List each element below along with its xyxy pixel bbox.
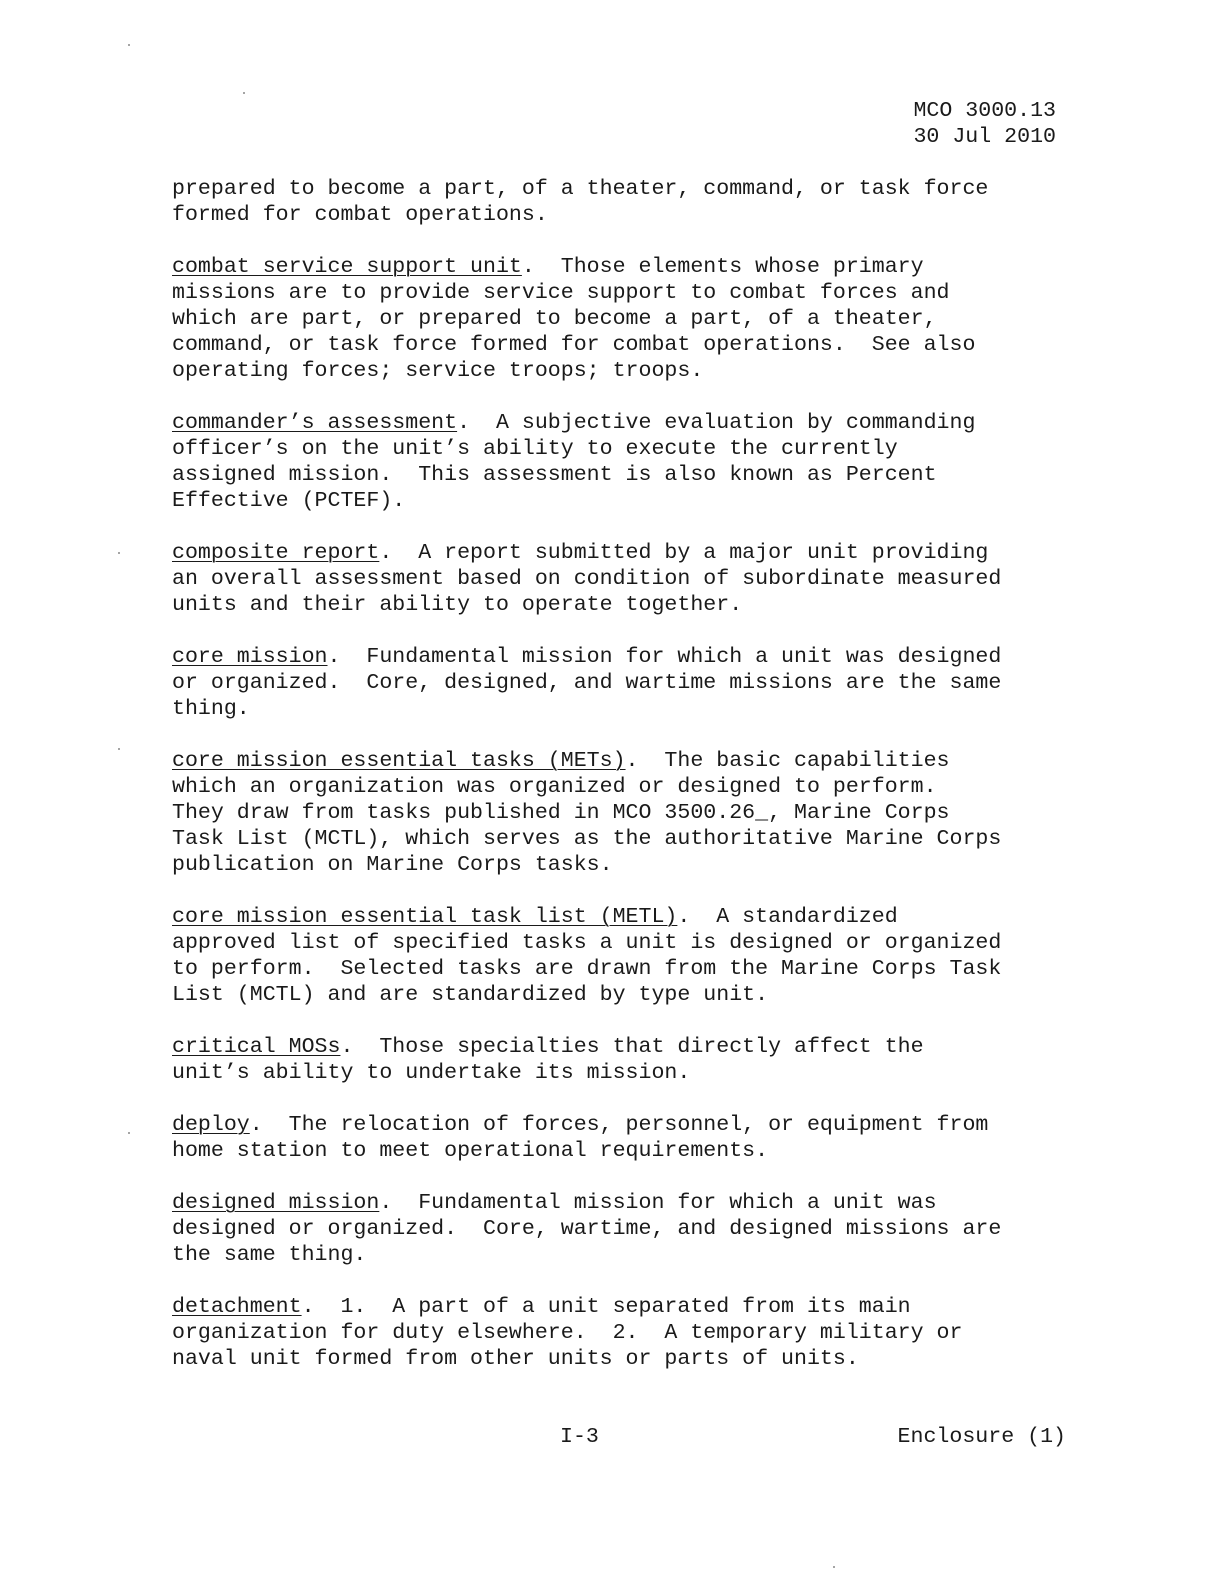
glossary-term: core mission essential tasks (METs) (172, 749, 626, 773)
glossary-body (172, 176, 1072, 1398)
definition-start: . The basic capabilities (625, 749, 950, 773)
entry-first-line (172, 1112, 1072, 1138)
entry-first-line (172, 904, 1072, 930)
definition-start: . A standardized (677, 905, 898, 929)
text-line: formed for combat operations. (172, 203, 548, 227)
text-line: officer’s on the unit’s ability to execute the currently (172, 437, 898, 461)
glossary-term: core mission (172, 645, 328, 669)
glossary-term: deploy (172, 1113, 250, 1137)
glossary-entry (172, 1190, 1072, 1268)
scan-speck (128, 44, 130, 46)
text-line: thing. (172, 697, 250, 721)
glossary-term: detachment (172, 1295, 302, 1319)
glossary-entry (172, 540, 1072, 618)
glossary-entry (172, 1294, 1072, 1372)
text-line: which are part, or prepared to become a part, of a theater, (172, 307, 937, 331)
glossary-entry (172, 644, 1072, 722)
text-line: command, or task force formed for combat operations. See also (172, 333, 976, 357)
text-line: the same thing. (172, 1243, 367, 1267)
glossary-term: commander’s assessment (172, 411, 458, 435)
definition-start: . 1. A part of a unit separated from its main (301, 1295, 911, 1319)
scan-speck (243, 92, 245, 94)
glossary-term: combat service support unit (172, 255, 522, 279)
text-line: to perform. Selected tasks are drawn from the Marine Corps Task (172, 957, 1002, 981)
glossary-entry (172, 1112, 1072, 1164)
glossary-entry (172, 904, 1072, 1008)
text-line: publication on Marine Corps tasks. (172, 853, 613, 877)
definition-start: . The relocation of forces, personnel, or equipment from (249, 1113, 989, 1137)
text-line: Task List (MCTL), which serves as the authoritative Marine Corps (172, 827, 1002, 851)
entry-first-line (172, 410, 1072, 436)
glossary-term: core mission essential task list (METL) (172, 905, 678, 929)
text-line: organization for duty elsewhere. 2. A temporary military or (172, 1321, 963, 1345)
scan-speck (833, 1566, 835, 1568)
scan-speck (118, 748, 120, 750)
text-line: designed or organized. Core, wartime, and designed missions are (172, 1217, 1002, 1241)
glossary-term: designed mission (172, 1191, 380, 1215)
doc-number: MCO 3000.13 (913, 99, 1056, 123)
text-line: which an organization was organized or designed to perform. (172, 775, 937, 799)
doc-date: 30 Jul 2010 (913, 125, 1056, 149)
enclosure-label: Enclosure (1) (897, 1425, 1066, 1449)
scan-speck (128, 1132, 130, 1134)
glossary-entry (172, 748, 1072, 878)
entry-first-line (172, 1034, 1072, 1060)
entry-first-line (172, 254, 1072, 280)
entry-first-line (172, 1190, 1072, 1216)
definition-start: . Fundamental mission for which a unit was (379, 1191, 937, 1215)
scan-speck (118, 552, 120, 554)
text-line: assigned mission. This assessment is also known as Percent (172, 463, 937, 487)
text-line: unit’s ability to undertake its mission. (172, 1061, 691, 1085)
definition-start: . Those elements whose primary (521, 255, 924, 279)
text-line: or organized. Core, designed, and wartime missions are the same (172, 671, 1002, 695)
text-line: operating forces; service troops; troops. (172, 359, 704, 383)
glossary-entry (172, 410, 1072, 514)
glossary-entry (172, 1034, 1072, 1086)
entry-first-line (172, 748, 1072, 774)
entry-first-line (172, 644, 1072, 670)
definition-start: . Those specialties that directly affect the (340, 1035, 924, 1059)
text-line: naval unit formed from other units or parts of units. (172, 1347, 859, 1371)
entry-first-line (172, 540, 1072, 566)
text-line: Effective (PCTEF). (172, 489, 406, 513)
text-line: List (MCTL) and are standardized by type unit. (172, 983, 769, 1007)
glossary-entry (172, 254, 1072, 384)
text-line: home station to meet operational requirements. (172, 1139, 769, 1163)
definition-start: . A report submitted by a major unit providing (379, 541, 989, 565)
text-line: They draw from tasks published in MCO 3500.26_, Marine Corps (172, 801, 950, 825)
continuation-paragraph (172, 176, 1072, 228)
entry-first-line (172, 1294, 1072, 1320)
glossary-term: composite report (172, 541, 380, 565)
definition-start: . A subjective evaluation by commanding (457, 411, 976, 435)
text-line: an overall assessment based on condition of subordinate measured (172, 567, 1002, 591)
text-line: approved list of specified tasks a unit is designed or organized (172, 931, 1002, 955)
text-line: units and their ability to operate together. (172, 593, 743, 617)
text-line: missions are to provide service support to combat forces and (172, 281, 950, 305)
glossary-term: critical MOSs (172, 1035, 341, 1059)
definition-start: . Fundamental mission for which a unit was designed (327, 645, 1002, 669)
document-header (913, 98, 1056, 150)
page-number: I-3 (560, 1425, 599, 1449)
text-line: prepared to become a part, of a theater, command, or task force (172, 177, 989, 201)
